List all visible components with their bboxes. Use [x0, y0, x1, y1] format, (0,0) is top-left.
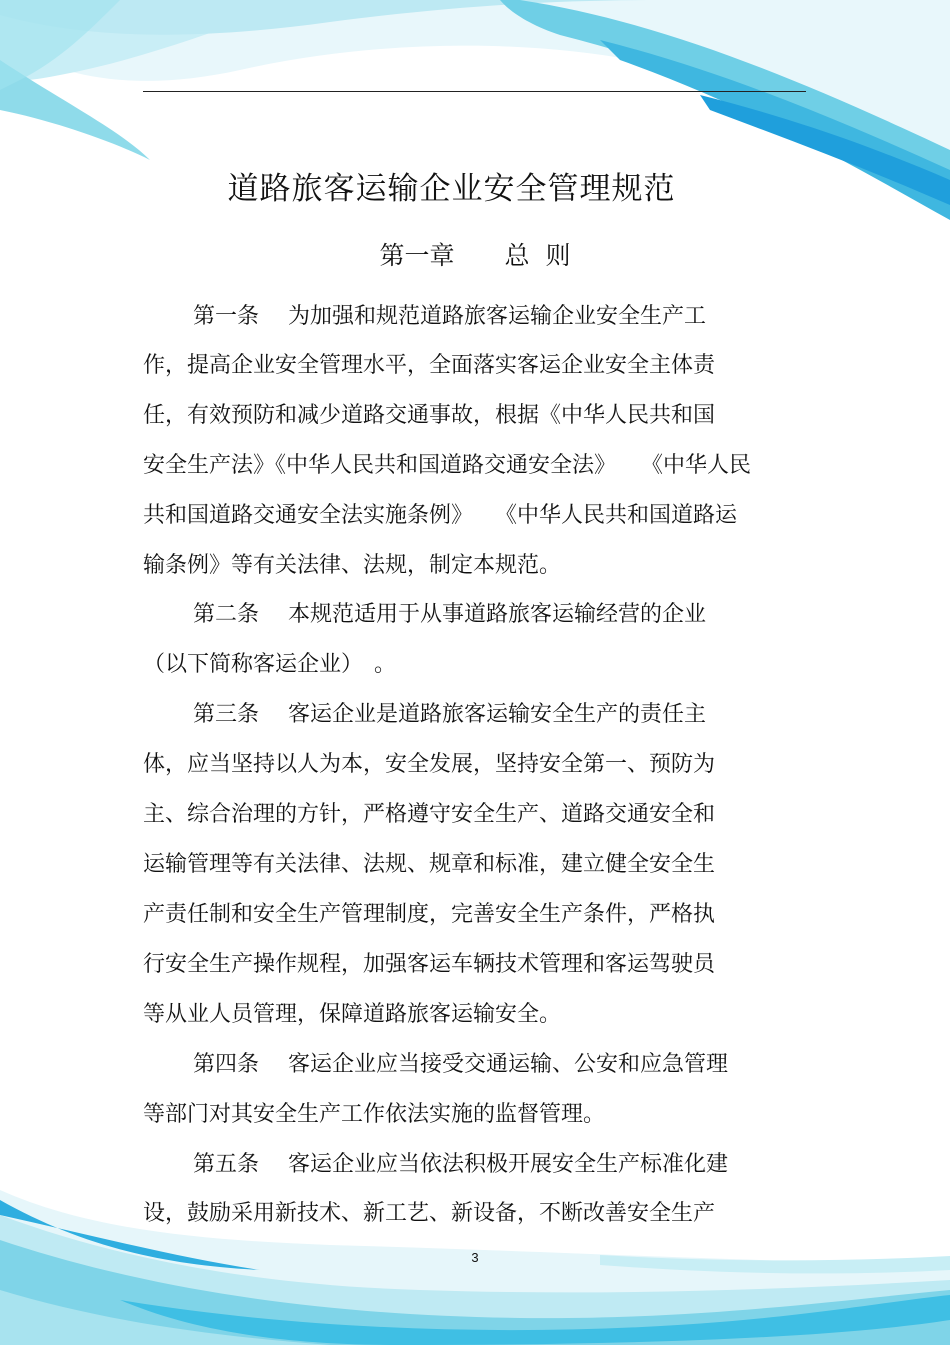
document-title: 道路旅客运输企业安全管理规范	[227, 171, 676, 207]
body-line: （以下简称客运企业） 。	[143, 652, 397, 677]
body-line: 第一条 为加强和规范道路旅客运输企业安全生产工	[193, 304, 706, 329]
body-line: 第五条 客运企业应当依法积极开展安全生产标准化建	[193, 1152, 728, 1177]
page-number: 3	[471, 1250, 479, 1265]
body-line: 设，鼓励采用新技术、新工艺、新设备，不断改善安全生产	[143, 1201, 716, 1226]
body-line: 体，应当坚持以人为本，安全发展，坚持安全第一、预防为	[143, 752, 716, 777]
header-rule	[143, 91, 806, 92]
body-line: 输条例》等有关法律、法规，制定本规范。	[143, 553, 562, 578]
body-line: 第三条 客运企业是道路旅客运输安全生产的责任主	[193, 702, 706, 727]
body-line: 主、综合治理的方针，严格遵守安全生产、道路交通安全和	[143, 802, 716, 827]
body-line: 任，有效预防和减少道路交通事故，根据《中华人民共和国	[143, 403, 716, 428]
chapter-heading: 第一章 总 则	[379, 241, 571, 270]
body-line: 第四条 客运企业应当接受交通运输、公安和应急管理	[193, 1052, 728, 1077]
body-line: 运输管理等有关法律、法规、规章和标准，建立健全安全生	[143, 852, 716, 877]
body-line: 等从业人员管理，保障道路旅客运输安全。	[143, 1002, 562, 1027]
body-line: 等部门对其安全生产工作依法实施的监督管理。	[143, 1102, 606, 1127]
body-line: 安全生产法》《中华人民共和国道路交通安全法》 《中华人民	[143, 453, 751, 478]
body-line: 作，提高企业安全管理水平，全面落实客运企业安全主体责	[143, 353, 716, 378]
body-line: 第二条 本规范适用于从事道路旅客运输经营的企业	[193, 602, 706, 627]
body-line: 行安全生产操作规程，加强客运车辆技术管理和客运驾驶员	[143, 952, 716, 977]
body-line: 产责任制和安全生产管理制度，完善安全生产条件，严格执	[143, 902, 716, 927]
body-line: 共和国道路交通安全法实施条例》 《中华人民共和国道路运	[143, 503, 738, 528]
